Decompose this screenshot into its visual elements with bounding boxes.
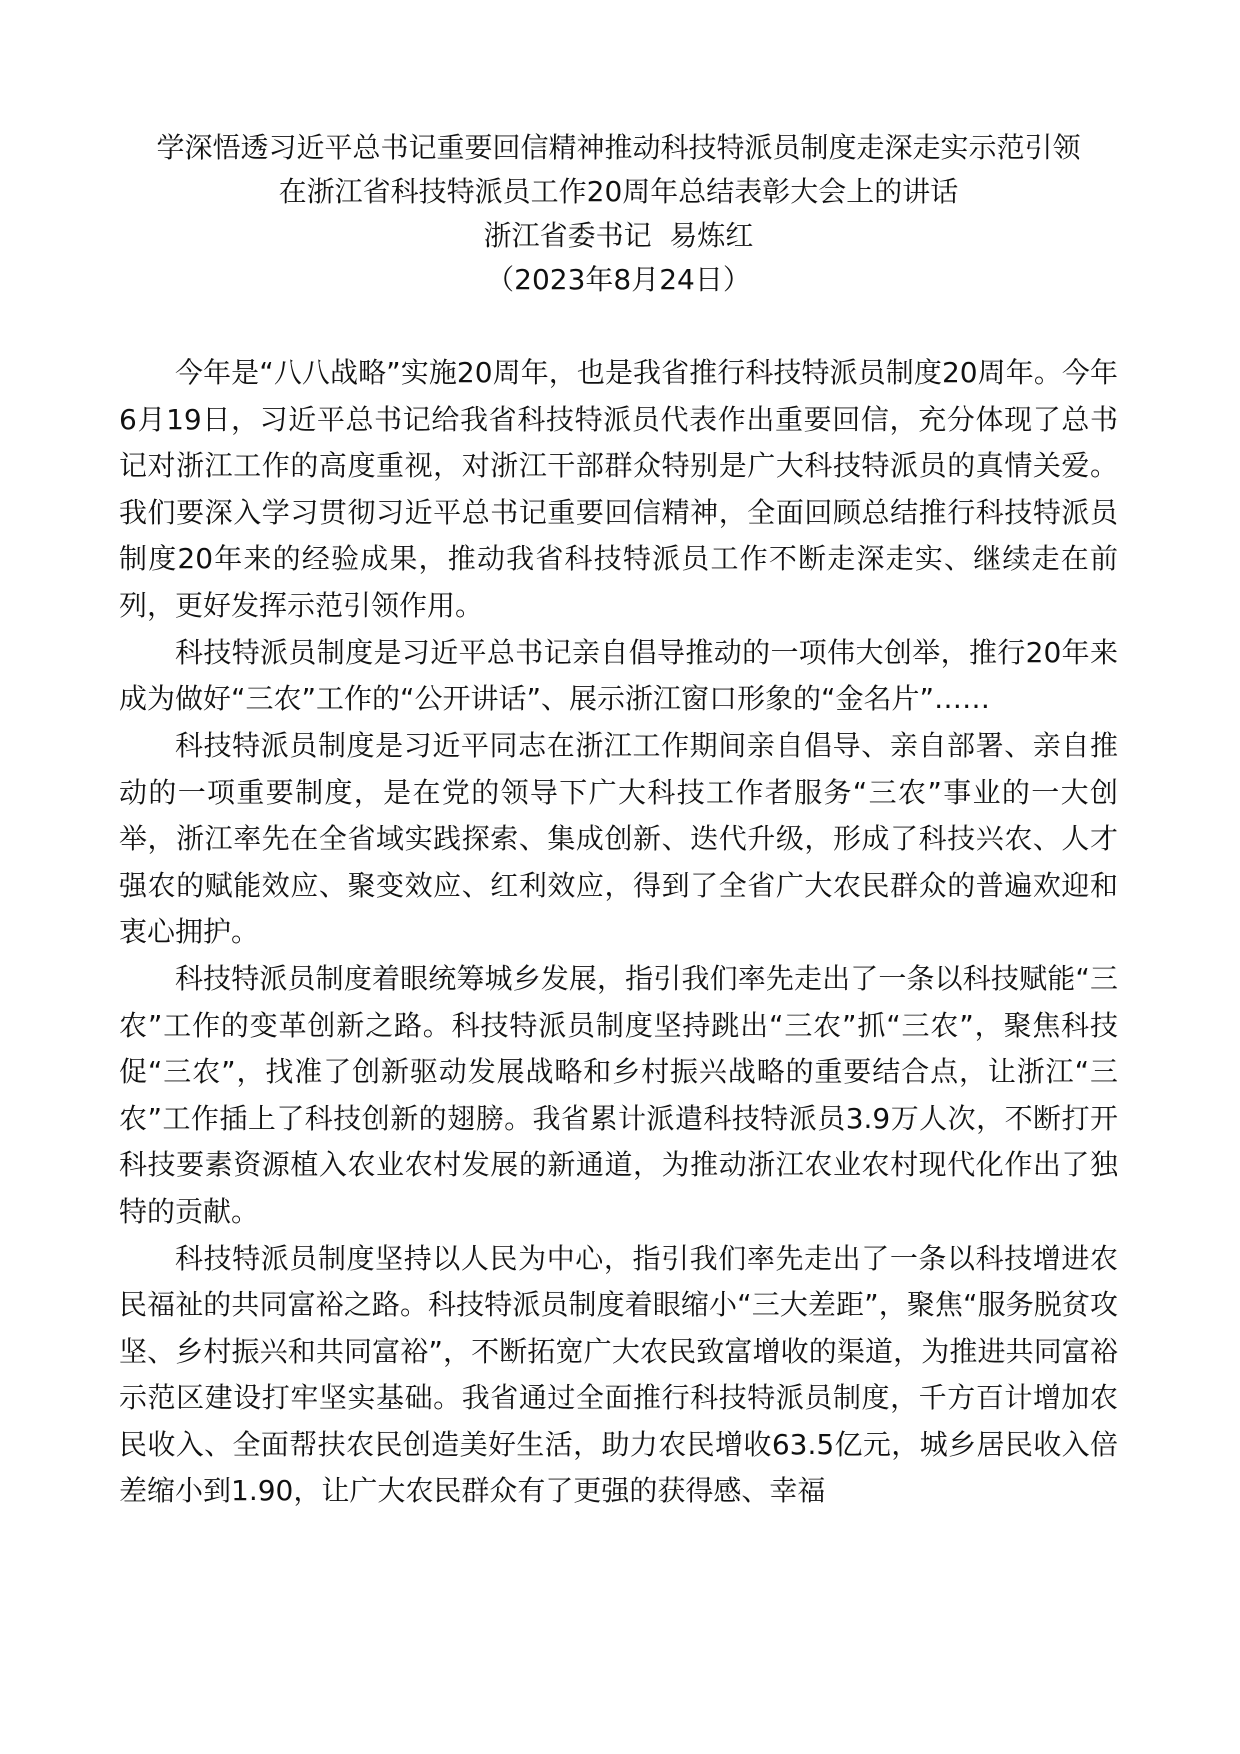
paragraph: 科技特派员制度坚持以人民为中心，指引我们率先走出了一条以科技增进农民福祉的共同富裕之路。科技特派员制度着眼缩小“三大差距”，聚焦“服务脱贫攻坚、乡村振兴和共同富裕”，不断拓宽广大农民致富增收的渠道，为推进共同富裕示范区建设打牢坚实基础。我省通过全面推行科技特派员制度，千方百计增加农民收入、全面帮扶农民创造美好生活，助力农民增收63.5亿元，城乡居民收入倍差缩小到1.90，让广大农民群众有了更强的获得感、幸福	[119, 1241, 1118, 1507]
paragraph: 科技特派员制度着眼统筹城乡发展，指引我们率先走出了一条以科技赋能“三农”工作的变革创新之路。科技特派员制度坚持跳出“三农”抓“三农”，聚焦科技促“三农”，找准了创新驱动发展战略和乡村振兴战略的重要结合点，让浙江“三农”工作插上了科技创新的翅膀。我省累计派遣科技特派员3.9万人次，不断打开科技要素资源植入农业农村发展的新通道，为推动浙江农业农村现代化作出了独特的贡献。	[119, 962, 1118, 1228]
paragraph: 科技特派员制度是习近平总书记亲自倡导推动的一项伟大创举，推行20年来成为做好“三农”工作的“公开讲话”、展示浙江窗口形象的“金名片”……	[119, 635, 1118, 715]
paragraph: 今年是“八八战略”实施20周年，也是我省推行科技特派员制度20周年。今年6月19日，习近平总书记给我省科技特派员代表作出重要回信，充分体现了总书记对浙江工作的高度重视，对浙江干部群众特别是广大科技特派员的真情关爱。我们要深入学习贯彻习近平总书记重要回信精神，全面回顾总结推行科技特派员制度20年来的经验成果，推动我省科技特派员工作不断走深走实、继续走在前列，更好发挥示范引领作用。	[119, 356, 1118, 622]
document-author: 浙江省委书记 易炼红	[483, 219, 754, 252]
document-date: （2023年8月24日）	[486, 263, 751, 296]
document-body	[119, 350, 1118, 1515]
document-header	[119, 126, 1118, 302]
paragraph: 科技特派员制度是习近平同志在浙江工作期间亲自倡导、亲自部署、亲自推动的一项重要制度，是在党的领导下广大科技工作者服务“三农”事业的一大创举，浙江率先在全省域实践探索、集成创新、迭代升级，形成了科技兴农、人才强农的赋能效应、聚变效应、红利效应，得到了全省广大农民群众的普遍欢迎和衷心拥护。	[119, 729, 1118, 948]
document-subtitle: 在浙江省科技特派员工作20周年总结表彰大会上的讲话	[278, 175, 959, 208]
document-title: 学深悟透习近平总书记重要回信精神推动科技特派员制度走深走实示范引领	[156, 131, 1081, 164]
